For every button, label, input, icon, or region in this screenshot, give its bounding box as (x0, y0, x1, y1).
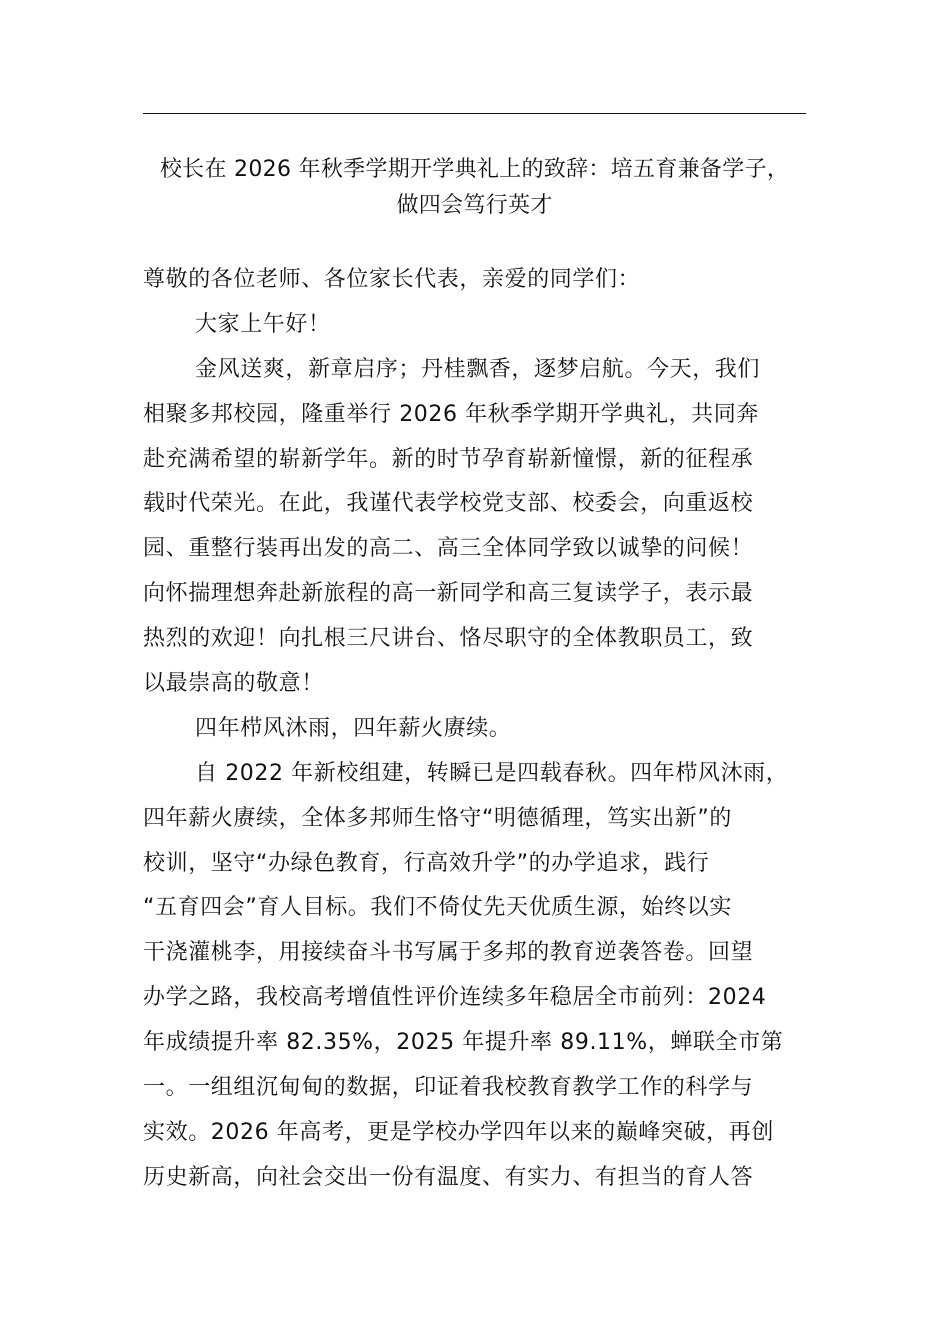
paragraph-line: 实效。2026 年高考，更是学校办学四年以来的巅峰突破，再创 (143, 1119, 774, 1145)
header-divider (143, 113, 806, 114)
paragraph-line: 热烈的欢迎！向扎根三尺讲台、恪尽职守的全体教职员工，致 (143, 626, 754, 652)
paragraph-line: 园、重整行装再出发的高二、高三全体同学致以诚挚的问候！ (143, 536, 754, 562)
paragraph-line: 向怀揣理想奔赴新旅程的高一新同学和高三复读学子，表示最 (143, 581, 754, 607)
paragraph-line: “五育四会”育人目标。我们不倚仗先天优质生源，始终以实 (143, 895, 732, 921)
paragraph-line: 干浇灌桃李，用接续奋斗书写属于多邦的教育逆袭答卷。回望 (143, 940, 754, 966)
paragraph-line: 载时代荣光。在此，我谨代表学校党支部、校委会，向重返校 (143, 491, 754, 517)
document-title (143, 152, 806, 224)
paragraph-line: 相聚多邦校园，隆重举行 2026 年秋季学期开学典礼，共同奔 (143, 401, 759, 427)
document-body (143, 260, 806, 1203)
salutation: 尊敬的各位老师、各位家长代表，亲爱的同学们： (143, 267, 641, 292)
paragraph-line: 以最崇高的敬意！ (143, 671, 324, 697)
paragraph-line: 赴充满希望的崭新学年。新的时节孕育崭新憧憬，新的征程承 (143, 446, 754, 472)
paragraph-line: 年成绩提升率 82.35%，2025 年提升率 89.11%，蝉联全市第 (143, 1030, 784, 1056)
greeting: 大家上午好！ (195, 311, 331, 337)
paragraph-line: 金风送爽，新章启序；丹桂飘香，逐梦启航。今天，我们 (195, 356, 761, 382)
section-subheading: 四年栉风沐雨，四年薪火赓续。 (195, 715, 512, 741)
title-line: 校长在 2026 年秋季学期开学典礼上的致辞：培五育兼备学子， (159, 157, 790, 182)
paragraph-line: 四年薪火赓续，全体多邦师生恪守“明德循理，笃实出新”的 (143, 805, 732, 831)
title-line: 做四会笃行英才 (396, 193, 553, 218)
paragraph-line: 历史新高，向社会交出一份有温度、有实力、有担当的育人答 (143, 1164, 754, 1190)
paragraph-line: 办学之路，我校高考增值性评价连续多年稳居全市前列：2024 (143, 985, 767, 1011)
paragraph-line: 一。一组组沉甸甸的数据，印证着我校教育教学工作的科学与 (143, 1075, 754, 1101)
paragraph-line: 自 2022 年新校组建，转瞬已是四载春秋。四年栉风沐雨， (195, 760, 789, 786)
paragraph-line: 校训，坚守“办绿色教育，行高效升学”的办学追求，践行 (143, 850, 710, 876)
